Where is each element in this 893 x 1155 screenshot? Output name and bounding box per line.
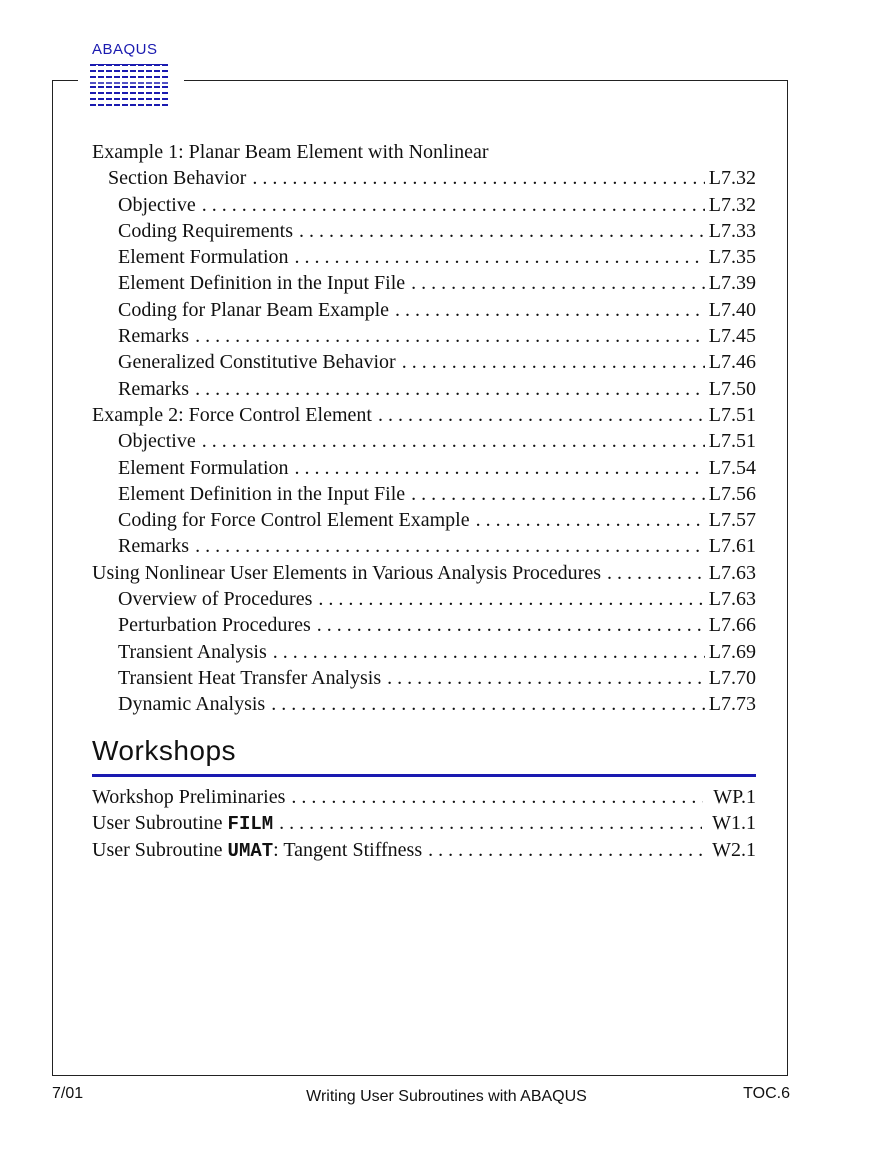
- table-of-contents: [92, 139, 756, 718]
- workshops-heading: Workshops: [92, 735, 237, 766]
- dot-leader: [195, 323, 705, 349]
- workshop-title-prefix: Workshop Preliminaries: [92, 786, 286, 808]
- toc-entry[interactable]: [92, 165, 756, 191]
- toc-entry[interactable]: [92, 691, 756, 717]
- workshop-entry[interactable]: [92, 837, 756, 863]
- toc-entry-title: Section Behavior: [108, 165, 252, 191]
- toc-entry-page: L7.57: [708, 509, 756, 532]
- toc-entry-title: Example 2: Force Control Element: [92, 402, 378, 428]
- toc-entry-title: Objective: [118, 428, 202, 454]
- dot-leader: [279, 810, 702, 836]
- workshops-rule: [92, 774, 756, 777]
- toc-entry[interactable]: [92, 428, 756, 454]
- toc-entry[interactable]: [92, 507, 756, 533]
- toc-entry-title: Coding for Force Control Element Example: [118, 507, 476, 533]
- toc-entry-page: L7.33: [708, 219, 756, 242]
- toc-entry[interactable]: [92, 533, 756, 559]
- toc-entry-title: Using Nonlinear User Elements in Various Analysis Procedures: [92, 560, 607, 586]
- dot-leader: [273, 639, 705, 665]
- dot-leader: [195, 533, 705, 559]
- toc-entry-title: Remarks: [118, 376, 195, 402]
- toc-entry-page: L7.73: [708, 693, 756, 716]
- dot-leader: [318, 586, 704, 612]
- toc-entry-page: L7.32: [708, 167, 756, 190]
- toc-entry-title: Element Definition in the Input File: [118, 481, 411, 507]
- toc-entry[interactable]: [92, 402, 756, 428]
- toc-entry-title: Remarks: [118, 323, 195, 349]
- toc-entry[interactable]: [92, 665, 756, 691]
- toc-entry-title: Element Formulation: [118, 244, 295, 270]
- workshop-title-prefix: User Subroutine: [92, 812, 228, 835]
- dot-leader: [202, 428, 705, 454]
- abaqus-logo-icon: [90, 64, 170, 108]
- workshop-entry-title: [92, 837, 428, 864]
- dot-leader: [195, 376, 705, 402]
- dot-leader: [411, 270, 705, 296]
- workshop-entry[interactable]: [92, 810, 756, 836]
- toc-entry[interactable]: [92, 323, 756, 349]
- toc-entry[interactable]: [92, 586, 756, 612]
- dot-leader: [378, 402, 705, 428]
- toc-entry-page: L7.54: [708, 456, 756, 479]
- dot-leader: [387, 665, 705, 691]
- abaqus-logo: [78, 40, 184, 112]
- dot-leader: [411, 481, 705, 507]
- toc-entry[interactable]: [92, 612, 756, 638]
- toc-entry[interactable]: [92, 297, 756, 323]
- toc-entry[interactable]: [92, 560, 756, 586]
- toc-entry-page: L7.35: [708, 246, 756, 269]
- dot-leader: [395, 297, 705, 323]
- dot-leader: [295, 455, 705, 481]
- toc-entry-page: L7.51: [708, 403, 756, 426]
- toc-entry[interactable]: [92, 192, 756, 218]
- toc-entry-page: L7.46: [708, 351, 756, 374]
- toc-entry-page: L7.61: [708, 535, 756, 558]
- toc-entry[interactable]: [92, 270, 756, 296]
- workshop-entry-page: W2.1: [712, 838, 756, 861]
- toc-entry-page: L7.70: [708, 666, 756, 689]
- toc-entry[interactable]: [92, 376, 756, 402]
- logo-text: ABAQUS: [92, 41, 158, 58]
- toc-entry[interactable]: [92, 481, 756, 507]
- toc-entry-title: Coding for Planar Beam Example: [118, 297, 395, 323]
- toc-entry-title: Example 1: Planar Beam Element with Nonlinear: [92, 139, 756, 165]
- footer-page-number: TOC.6: [743, 1085, 790, 1102]
- toc-entry-page: L7.40: [708, 298, 756, 321]
- toc-entry[interactable]: [92, 349, 756, 375]
- toc-entry-title: Objective: [118, 192, 202, 218]
- dot-leader: [607, 560, 705, 586]
- workshop-entry-title: [92, 784, 291, 810]
- toc-entry[interactable]: [92, 244, 756, 270]
- workshop-title-prefix: User Subroutine: [92, 838, 228, 861]
- dot-leader: [402, 349, 705, 375]
- toc-entry-title: Transient Analysis: [118, 639, 273, 665]
- subroutine-name: FILM: [227, 813, 274, 836]
- toc-entry-title: Perturbation Procedures: [118, 612, 317, 638]
- toc-entry-page: L7.51: [708, 430, 756, 453]
- dot-leader: [299, 218, 705, 244]
- toc-entry-title: Transient Heat Transfer Analysis: [118, 665, 387, 691]
- dot-leader: [317, 612, 705, 638]
- toc-entry[interactable]: [92, 455, 756, 481]
- workshop-entry-page: WP.1: [713, 786, 756, 808]
- dot-leader: [202, 192, 705, 218]
- toc-entry-page: L7.63: [708, 561, 756, 584]
- dot-leader: [295, 244, 705, 270]
- workshops-list: [92, 784, 756, 863]
- toc-entry-title: Element Formulation: [118, 455, 295, 481]
- dot-leader: [428, 837, 702, 863]
- footer-date: 7/01: [52, 1085, 84, 1102]
- footer-title: Writing User Subroutines with ABAQUS: [306, 1088, 587, 1105]
- toc-entry-title: Overview of Procedures: [118, 586, 318, 612]
- toc-entry-page: L7.69: [708, 640, 756, 663]
- toc-entry-page: L7.63: [708, 588, 756, 611]
- toc-entry-page: L7.39: [708, 272, 756, 295]
- workshop-entry-title: [92, 810, 279, 837]
- dot-leader: [271, 691, 705, 717]
- toc-entry[interactable]: [92, 218, 756, 244]
- dot-leader: [476, 507, 705, 533]
- dot-leader: [252, 165, 704, 191]
- subroutine-name: UMAT: [227, 839, 274, 862]
- toc-entry-page: L7.32: [708, 193, 756, 216]
- workshop-entry-page: W1.1: [712, 812, 756, 835]
- toc-entry-page: L7.45: [708, 325, 756, 348]
- toc-entry[interactable]: [92, 139, 756, 165]
- toc-entry-title: Generalized Constitutive Behavior: [118, 349, 402, 375]
- toc-entry[interactable]: [92, 639, 756, 665]
- toc-entry-title: Element Definition in the Input File: [118, 270, 411, 296]
- toc-entry-page: L7.50: [708, 377, 756, 400]
- dot-leader: [291, 784, 703, 810]
- toc-entry-page: L7.56: [708, 482, 756, 505]
- toc-entry-title: Remarks: [118, 533, 195, 559]
- workshop-title-suffix: : Tangent Stiffness: [273, 838, 423, 861]
- workshop-entry[interactable]: [92, 784, 756, 810]
- toc-entry-title: Coding Requirements: [118, 218, 299, 244]
- toc-entry-title: Dynamic Analysis: [118, 691, 271, 717]
- toc-entry-page: L7.66: [708, 614, 756, 637]
